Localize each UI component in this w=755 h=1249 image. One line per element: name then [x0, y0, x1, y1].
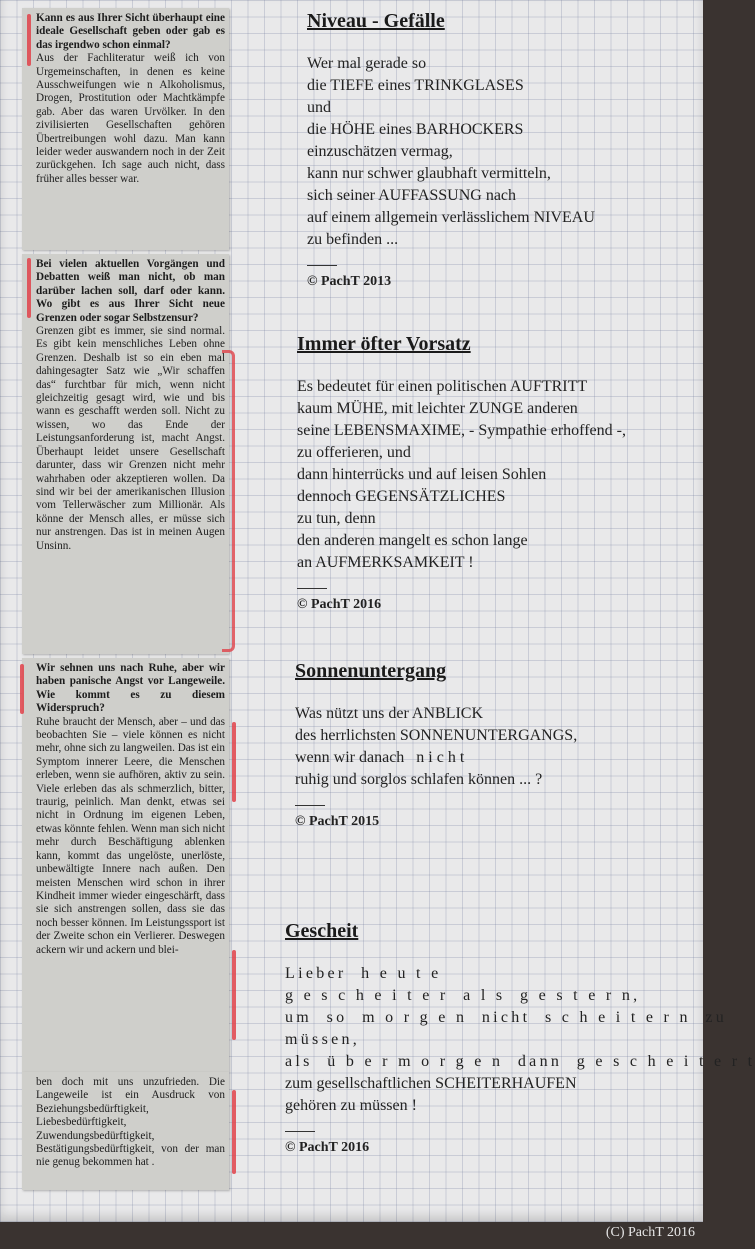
clipping-answer: Ruhe braucht der Mensch, aber – und das beobachten Sie – viele können es nicht mehr, ohne sich zu langweilen. Das ist ein Symptom innerer Leere, die Menschen erleben, wenn sie aufhören, aktiv zu sein. Viele erleben das als schmerzlich, bitter, traurig, peinlich. Man denkt, etwas sei nicht in Ordnung im eigenen Leben, etwas könnte fehlen. Wenn man sich nicht mehr durch Beschäftigung ablenken kann, kommt das ungelöste, unerlöste, unbewältigte Innere nach außen. Den meisten Menschen wird schon in ihrer Kindheit immer wieder eingeschärft, dass sie sich anstrengen sollen, dass sie das noch besser können. Im Leistungssport ist der Zweite schon ein Verlierer. Deswegen ackern wir und ackern und blei-	[36, 715, 225, 956]
poem-line: Wer mal gerade so	[307, 55, 427, 72]
clipping-question: Kann es aus Ihrer Sicht überhaupt eine ideale Gesellschaft geben oder gab es das irgendwo schon einmal?	[36, 12, 225, 51]
clipping-question: Bei vielen aktuellen Vorgängen und Debatten weiß man nicht, ob man darüber lachen soll, darf oder kann. Wo gibt es aus Ihrer Sicht neue Grenzen oder sogar Selbstzensur?	[36, 258, 225, 324]
poem-lines	[295, 703, 577, 791]
copyright: © PachT 2016	[297, 597, 382, 612]
footer-copyright: (C) PachT 2016	[605, 1225, 695, 1240]
clipping-2	[22, 254, 229, 654]
poem-line: gehören zu müssen !	[285, 1097, 417, 1114]
poem-niveau	[307, 10, 595, 290]
poem-line: zum gesellschaftlichen SCHEITERHAUFEN	[285, 1075, 577, 1092]
highlight-mark	[232, 950, 236, 1040]
poem-line: sich seiner AUFFASSUNG nach	[307, 187, 517, 204]
clipping-answer: Grenzen gibt es immer, sie sind normal. Es gibt kein menschliches Leben ohne Grenzen. Deshalb ist so ein eben mal dahingesagter Satz wie „Wir schaffen das“ furchtbar für mich, wenn nicht gleichzeitig gesagt wird, wie und bis wann es geschafft werden soll. Nicht zu wissen, wo das Ende der Leistungsanforderung ist, macht Angst. Überhaupt leidet unsere Gesellschaft darunter, dass wir Grenzen nicht mehr wahrhaben oder akzeptieren wollen. Da sind wir bei der amerikanischen Illusion vom Tellerwäscher zum Millionär. Als könne der Mensch alles, er müsse sich nur anstrengen. Das ist in meinen Augen Unsinn.	[36, 325, 225, 552]
copyright: © PachT 2016	[285, 1140, 370, 1155]
poem-line: auf einem allgemein verlässlichem NIVEAU	[307, 209, 595, 226]
poem-line: die TIEFE eines TRINKGLASES	[307, 77, 524, 94]
copyright: © PachT 2015	[295, 814, 380, 829]
poem-line: kaum MÜHE, mit leichter ZUNGE anderen	[297, 400, 578, 417]
poem-lines	[297, 376, 626, 574]
divider	[295, 805, 325, 806]
divider	[297, 588, 327, 589]
poem-line: zu tun, denn	[297, 510, 376, 527]
copyright: © PachT 2013	[307, 274, 392, 289]
poem-title: Gescheit	[285, 920, 359, 942]
highlight-bracket	[222, 350, 235, 652]
highlight-mark	[232, 1090, 236, 1174]
poem-line: einzuschätzen vermag,	[307, 143, 453, 160]
poem-line: müssen,	[285, 1031, 361, 1048]
poem-line: seine LEBENSMAXIME, - Sympathie erhoffend -,	[297, 422, 626, 439]
clipping-answer: ben doch mit uns unzufrieden. Die Langeweile ist ein Ausdruck von Beziehungsbedürftigkeit, Liebesbedürftigkeit, Zuwendungsbedürftigkeit, Bestätigungsbedürftigkeit, von der man nie genug bekommen hat .	[36, 1076, 225, 1169]
poem-title: Immer öfter Vorsatz	[297, 333, 471, 355]
poem-title: Niveau - Gefälle	[307, 10, 445, 32]
poem-line: Lieber h e u t e	[285, 965, 442, 982]
clipping-question: Wir sehnen uns nach Ruhe, aber wir haben panische Angst vor Langeweile. Wie kommt es zu diesem Widerspruch?	[36, 662, 225, 715]
poem-gescheit	[285, 920, 755, 1156]
highlight-mark	[27, 258, 31, 318]
poem-line: g e s c h e i t e r a l s g e s t e r n,	[285, 987, 641, 1004]
poem-title: Sonnenuntergang	[295, 660, 447, 682]
poem-lines	[285, 963, 755, 1117]
poem-line: um so m o r g e n nicht s c h e i t e r n zu	[285, 1009, 728, 1026]
poem-vorsatz	[297, 333, 626, 613]
poem-line: die HÖHE eines BARHOCKERS	[307, 121, 524, 138]
highlight-mark	[232, 722, 236, 802]
poem-lines	[307, 53, 595, 251]
poem-line: Es bedeutet für einen politischen AUFTRITT	[297, 378, 588, 395]
poem-line: zu offerieren, und	[297, 444, 411, 461]
clipping-4	[22, 1072, 229, 1190]
clipping-1	[22, 8, 229, 250]
poem-line: wenn wir danach n i c h t	[295, 749, 465, 766]
poem-line: als ü b e r m o r g e n dann g e s c h e i t e r t	[285, 1053, 755, 1070]
poem-line: des herrlichsten SONNENUNTERGANGS,	[295, 727, 578, 744]
divider	[307, 265, 337, 266]
poem-line: dann hinterrücks und auf leisen Sohlen	[297, 466, 547, 483]
divider	[285, 1131, 315, 1132]
highlight-mark	[20, 664, 24, 714]
poem-line: an AUFMERKSAMKEIT !	[297, 554, 474, 571]
poem-line: dennoch GEGENSÄTZLICHES	[297, 488, 506, 505]
poem-line: Was nützt uns der ANBLICK	[295, 705, 484, 722]
poem-line: den anderen mangelt es schon lange	[297, 532, 528, 549]
poem-line: zu befinden ...	[307, 231, 399, 248]
poem-line: ruhig und sorglos schlafen können ... ?	[295, 771, 543, 788]
highlight-mark	[27, 14, 31, 66]
clipping-answer: Aus der Fachliteratur weiß ich von Urgemeinschaften, in denen es keine Ausschweifungen wie n Alkoholismus, Drogen, Prostitution oder Machtkämpfe gab. Aber das waren Urvölker. In den zivilisierten Gesellschaften gehören Übertreibungen wohl dazu. Man kann leider weder auswandern noch in der Zeit zurückgehen. Ich sage auch nicht, dass früher alles besser war.	[36, 52, 225, 185]
poem-line: kann nur schwer glaubhaft vermitteln,	[307, 165, 551, 182]
poem-line: und	[307, 99, 331, 116]
clipping-3	[22, 658, 229, 1072]
poem-sonnenuntergang	[295, 660, 577, 830]
